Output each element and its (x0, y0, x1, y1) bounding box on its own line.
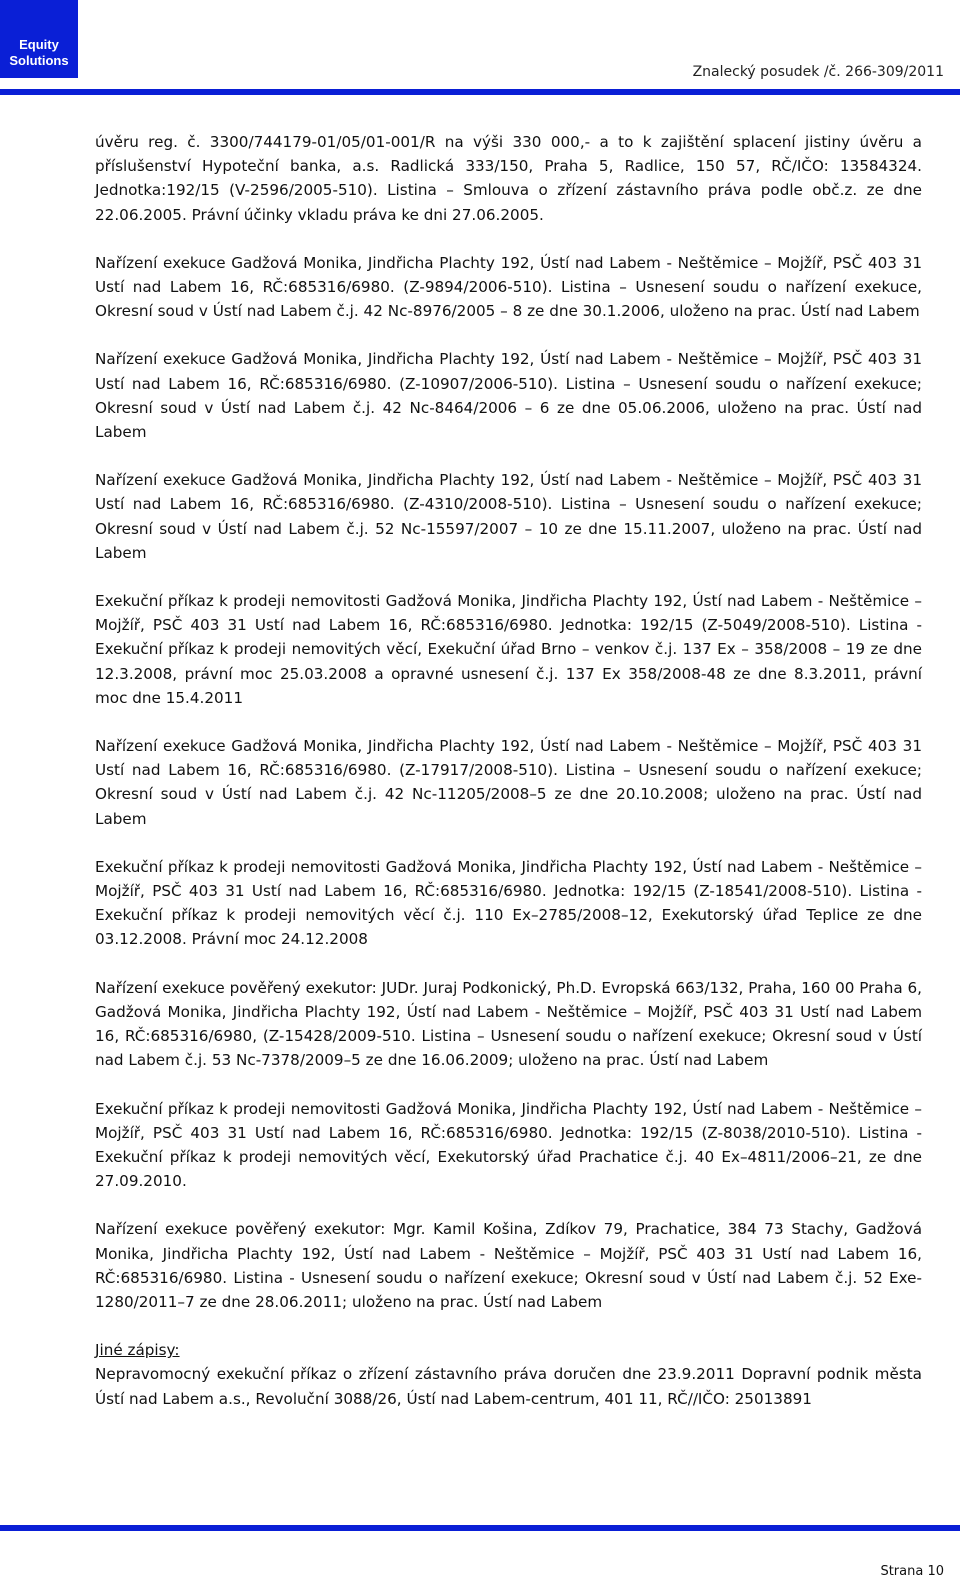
paragraph-execution-order-2: Exekuční příkaz k prodeji nemovitosti Gadžová Monika, Jindřicha Plachty 192, Ústí nad Labem - Neštěmice – Mojžíř, PSČ 403 31 Ustí nad Labem 16, RČ:685316/6980. Jednotka: 192/15 (Z-18541/2008-510). Listina - Exekuční příkaz k prodeji nemovitých věcí č.j. 110 Ex–2785/2008–12, Exekutorský úřad Teplice ze dne 03.12.2008. Právní moc 24.12.2008 (95, 857, 922, 949)
paragraph-execution-3: Nařízení exekuce Gadžová Monika, Jindřicha Plachty 192, Ústí nad Labem - Neštěmice – Mojžíř, PSČ 403 31 Ustí nad Labem 16, RČ:685316/6980. (Z-4310/2008-510). Listina – Usnesení soudu o nařízení exekuce; Okresní soud v Ústí nad Labem č.j. 52 Nc-15597/2007 – 10 ze dne 15.11.2007, uloženo na prac. Ústí nad Labem (95, 471, 922, 562)
paragraph-execution-order-1: Exekuční příkaz k prodeji nemovitosti Gadžová Monika, Jindřicha Plachty 192, Ústí nad Labem - Neštěmice – Mojžíř, PSČ 403 31 Ustí nad Labem 16, RČ:685316/6980. Jednotka: 192/15 (Z-5049/2008-510). Listina - Exekuční příkaz k prodeji nemovitých věcí, Exekuční úřad Brno – venkov č.j. 137 Ex – 358/2008 – 19 ze dne 12.3.2008, právní moc 25.03.2008 a opravné usnesení č.j. 137 Ex 358/2008-48 ze dne 8.3.2011, právní moc dne 15.4.2011 (95, 592, 922, 707)
paragraph-execution-5: Nařízení exekuce pověřený exekutor: JUDr. Juraj Podkonický, Ph.D. Evropská 663/132, Praha, 160 00 Praha 6, Gadžová Monika, Jindřicha Plachty 192, Ústí nad Labem - Neštěmice – Mojžíř, PSČ 403 31 Ustí nad Labem 16, RČ:685316/6980, (Z-15428/2009-510. Listina – Usnesení soudu o nařízení exekuce; Okresní soud v Ústí nad Labem č.j. 53 Nc-7378/2009–5 ze dne 16.06.2009; uloženo na prac. Ústí nad Labem (95, 978, 922, 1070)
other-records-heading: Jiné zápisy: (95, 1341, 180, 1360)
other-records-text: Nepravomocný exekuční příkaz o zřízení zástavního práva doručen dne 23.9.2011 Dopravní podnik města Ústí nad Labem a.s., Revoluční 3088/26, Ústí nad Labem-centrum, 401 11, RČ//IČO: 25013891 (95, 1365, 922, 1408)
paragraph-execution-4: Nařízení exekuce Gadžová Monika, Jindřicha Plachty 192, Ústí nad Labem - Neštěmice – Mojžíř, PSČ 403 31 Ustí nad Labem 16, RČ:685316/6980. (Z-17917/2008-510). Listina – Usnesení soudu o nařízení exekuce; Okresní soud v Ústí nad Labem č.j. 42 Nc-11205/2008–5 ze dne 20.10.2008; uloženo na prac. Ústí nad Labem (95, 737, 922, 828)
document-header-title: Znalecký posudek /č. 266-309/2011 (692, 64, 944, 80)
paragraph-execution-2: Nařízení exekuce Gadžová Monika, Jindřicha Plachty 192, Ústí nad Labem - Neštěmice – Mojžíř, PSČ 403 31 Ustí nad Labem 16, RČ:685316/6980. (Z-10907/2006-510). Listina – Usnesení soudu o nařízení exekuce; Okresní soud v Ústí nad Labem č.j. 42 Nc-8464/2006 – 6 ze dne 05.06.2006, uloženo na prac. Ústí nad Labem (95, 350, 922, 442)
header-divider (0, 89, 960, 95)
paragraph-mortgage: úvěru reg. č. 3300/744179-01/05/01-001/R na výši 330 000,- a to k zajištění splacení jistiny úvěru a příslušenství Hypoteční banka, a.s. Radlická 333/150, Praha 5, Radlice, 150 57, RČ/IČO: 13584324. Jednotka:192/15 (V-2596/2005-510). Listina – Smlouva o zřízení zástavního práva podle obč.z. ze dne 22.06.2005. Právní účinky vkladu práva ke dni 27.06.2005. (95, 133, 922, 224)
footer-divider (0, 1525, 960, 1531)
document-body (95, 130, 922, 1435)
paragraph-execution-order-3: Exekuční příkaz k prodeji nemovitosti Gadžová Monika, Jindřicha Plachty 192, Ústí nad Labem - Neštěmice – Mojžíř, PSČ 403 31 Ustí nad Labem 16, RČ:685316/6980. Jednotka: 192/15 (Z-8038/2010-510). Listina - Exekuční příkaz k prodeji nemovitých věcí, Exekutorský úřad Prachatice č.j. 40 Ex–4811/2006–21, ze dne 27.09.2010. (95, 1099, 922, 1191)
company-logo (0, 0, 78, 78)
page-number: Strana 10 (880, 1564, 944, 1579)
logo-text-line1: Equity (19, 37, 59, 52)
logo-text-line2: Solutions (9, 53, 69, 68)
paragraph-execution-6: Nařízení exekuce pověřený exekutor: Mgr. Kamil Košina, Zdíkov 79, Prachatice, 384 73 Stachy, Gadžová Monika, Jindřicha Plachty 192, Ústí nad Labem - Neštěmice – Mojžíř, PSČ 403 31 Ustí nad Labem 16, RČ:685316/6980. Listina - Usnesení soudu o nařízení exekuce; Okresní soud v Ústí nad Labem č.j. 52 Exe-1280/2011–7 ze dne 28.06.2011; uloženo na prac. Ústí nad Labem (95, 1220, 922, 1311)
paragraph-execution-1: Nařízení exekuce Gadžová Monika, Jindřicha Plachty 192, Ústí nad Labem - Neštěmice – Mojžíř, PSČ 403 31 Ustí nad Labem 16, RČ:685316/6980. (Z-9894/2006-510). Listina – Usnesení soudu o nařízení exekuce, Okresní soud v Ústí nad Labem č.j. 42 Nc-8976/2005 – 8 ze dne 30.1.2006, uloženo na prac. Ústí nad Labem (95, 253, 922, 321)
